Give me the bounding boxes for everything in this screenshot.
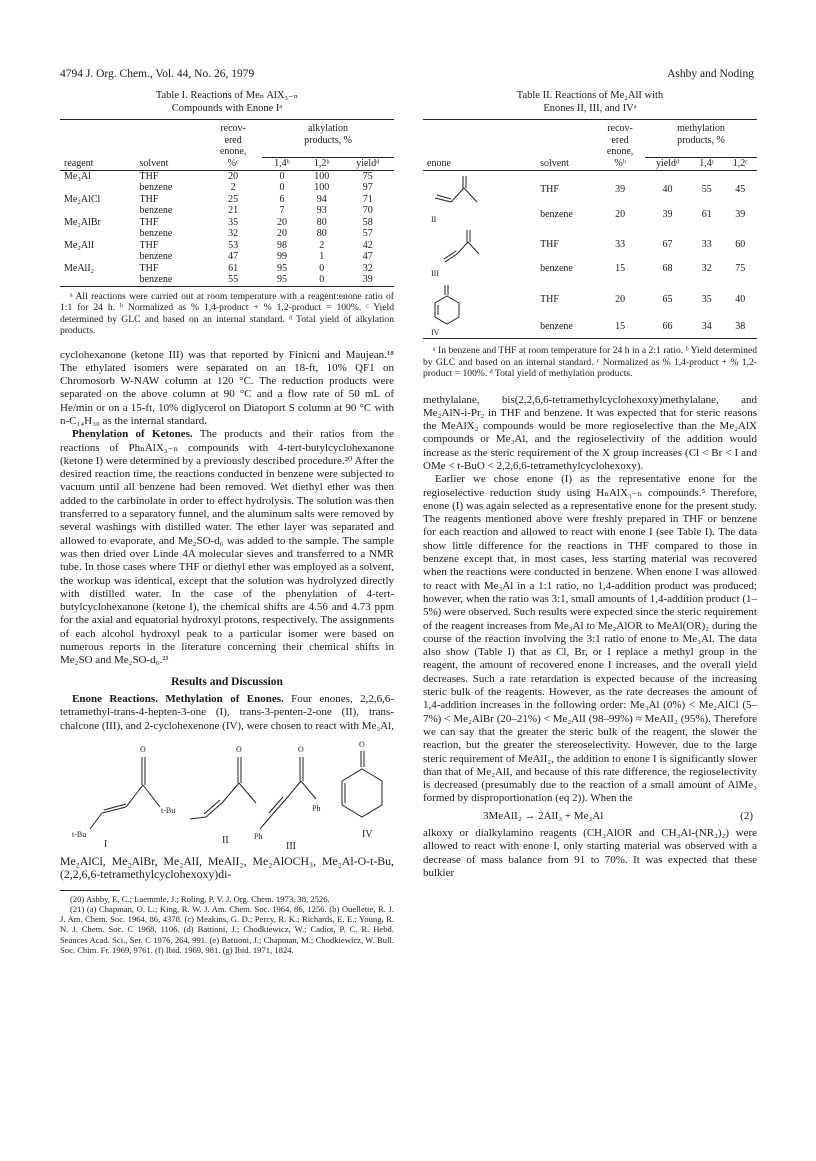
table1-cell: 99 bbox=[276, 251, 287, 262]
table2-cell: 45 bbox=[735, 184, 746, 196]
enone-structure-drawing bbox=[427, 174, 532, 214]
table1-cell: 0 bbox=[319, 274, 325, 285]
table1-cell: Me₂AlCl bbox=[64, 193, 101, 205]
left-para-1: cyclohexanone (ketone III) was that reported by Finicni and Maujean.¹⁸ The ethylated isomers were separated on an 18-ft, 10% QF1 on Chromosorb W-NAW column at 120 °C. The reduction products were separated on the above column at 90 °C and a flow rate of 50 mL of He/min or on a 15-ft, 10% diglycerol on Diatoport S column at 90 °C with n-C₁₄H₃₀ as the internal standard. bbox=[60, 348, 394, 427]
left-para-4: Me₂AlCl, Me₂AlBr, Me₂AlI, MeAlI₂, Me₂AlOCH₃, Me₂Al-O-t-Bu, (2,2,6,6-tetramethylcyclohexoxy)di- bbox=[60, 853, 394, 882]
table1-row bbox=[60, 194, 394, 206]
table1-h-reagent: reagent bbox=[64, 158, 94, 169]
table2-cell: 61 bbox=[701, 208, 712, 220]
table1-grid bbox=[60, 119, 394, 287]
table1-cell: Me₃Al bbox=[64, 170, 91, 182]
table1-cell: 6 bbox=[279, 193, 285, 205]
table2-cell: 75 bbox=[735, 262, 746, 274]
structure-II-o: O bbox=[236, 744, 242, 754]
table1-cell: Me₂AlI bbox=[64, 239, 95, 251]
table2-h-recov-3: enone, bbox=[606, 146, 634, 157]
table1-cell bbox=[60, 182, 136, 194]
table1-cell: 53 bbox=[228, 239, 239, 251]
structure-IV-o: O bbox=[359, 739, 365, 749]
table1-cell: 55 bbox=[228, 274, 239, 285]
table2-cell: THF bbox=[540, 184, 559, 196]
table1-cell: benzene bbox=[139, 274, 173, 285]
table2-cell: 67 bbox=[662, 238, 673, 250]
right-para-2: Earlier we chose enone (I) as the representative enone for the regioselective reduction study using HₙAlX₃₋ₙ compounds.⁵ Therefore, enone (I) was again selected as a representative enone for the present study. The reagents mentioned above were freshly prepared in THF or benzene for each reaction and allowed to react with enone I (see Table I). The data show little difference for the reactions in THF compared to those in benzene except that, in most cases, less starting material was recovered when the reactions were conducted in benzene. When enone I was allowed to react with Me₃Al in a 1:1 ratio, no 1,4-addition product was produced; however, when the ratio was 3:1, small amounts of 1,4-addition product (1–5%) were observed. Such results were expected since the steric requirement of the reagent increases from Me₃Al to Me₂AlOR to MeAl(OR)₂ during the course of the reaction involving the 3:1 ratio of enone to Me₃Al. The data also show (Table I) that as Cl, Br, or I replace a methyl group in the reagent, the amount of recovered enone I increases, and the overall yield decreases. Such a rate retardation is expected because of the increasing steric bulk of the reagents. However, as the rate decreases the amount of 1,4-addition increases in the following order: Me₃Al (0%) < Me₂AlCl (5–7%) < Me₂AlBr (20–21%) < Me₂AlI (98–99%) ≈ MeAlI₂ (95%). Therefore we can say that the greater the steric bulk of the reagent, the slower the reaction, but the greater the stereoselectivity. However, due to the large steric requirement of MeAlI₂, the addition to enone I is significantly slower than that of Me₂AlI, and because of this rate difference, the regioselectivity is decreased (presumably due to the reaction of a small amount of AlMe₃ formed by disproportionation (eq 2)). When the bbox=[423, 473, 757, 805]
table1-cell: 20 bbox=[276, 216, 287, 228]
table1-cell: benzene bbox=[139, 205, 173, 216]
table1-cell: benzene bbox=[139, 251, 173, 262]
table1-title-line1: Table I. Reactions of Meₙ AlX₃₋ₙ bbox=[155, 90, 299, 101]
structure-III-label: III bbox=[286, 840, 296, 852]
table1-cell bbox=[60, 228, 136, 240]
table2-h-meth-1: methylation bbox=[677, 123, 725, 134]
table1-cell: benzene bbox=[139, 228, 173, 239]
structure-I bbox=[72, 745, 175, 850]
left-para-3: Four enones, 2,2,6,6-tetramethyl-trans-4-hepten-3-one (I), trans-3-penten-2-one (II), trans-chalcone (III), and 2-cyclohexenone (IV), were chosen to react with Me₃Al, bbox=[60, 692, 394, 732]
equation-2 bbox=[423, 806, 757, 827]
table2-cell: THF bbox=[540, 294, 559, 306]
table2-cell: 20 bbox=[615, 294, 626, 306]
table1-cell: 47 bbox=[228, 251, 239, 262]
table1-h-yield: yieldᵈ bbox=[356, 158, 380, 169]
table2-cell: 33 bbox=[615, 238, 626, 250]
left-para-2: The products and their ratios from the reactions of PhₙAlX₃₋ₙ compounds with 4-tert-butylcyclohexanone (ketone I) were determined by a previously described procedure.²⁰ After the desired reaction time, the reactions conducted in benzene were subjected to vacuum until all benzene had been removed. Wet diethyl ether was then added to the carbinolate in order to effect hydrolysis. The solution was then transferred to a separatory funnel, and the aluminum salts were removed by several washings with distilled water. The ether layer was separated and allowed to evaporate, and Me₂SO-d₆ was added to the sample. The sample was then dried over Linde 4A molecular sieves and transferred to a NMR tube. In those cases where THF or diethyl ether was employed as a solvent, the workup was identical, except that the solution was hydrolyzed directly with distilled water. In the case of the phenylation of 4-tert-butylcyclohexanone (ketone I), the chemical shifts are 4.56 and 4.73 ppm for the axial and equatorial hydroxyl protons, respectively. The assignments of each alcohol hydroxyl peak to a particular isomer were based on numerous reports in the literature concerning their chemical shifts in Me₂SO and Me₂SO-d₆.²¹ bbox=[60, 428, 394, 667]
table2-h-meth-2: products, % bbox=[677, 134, 725, 146]
table1-row bbox=[60, 217, 394, 229]
table2-cell: 33 bbox=[701, 238, 712, 250]
equation-2-body: 3MeAlI₂ → 2AlI₃ + Me₃Al bbox=[483, 809, 604, 822]
table1-cell: 93 bbox=[316, 205, 327, 216]
table1-cell: 2 bbox=[230, 182, 236, 193]
table1-cell: 98 bbox=[276, 239, 287, 251]
structure-IV-label: IV bbox=[362, 828, 373, 840]
structure-I-tbu-1: t-Bu bbox=[161, 805, 176, 815]
table1-title-line2: Compounds with Enone Iᵃ bbox=[171, 102, 283, 114]
table2-cell: 40 bbox=[662, 184, 673, 196]
table1-cell: 21 bbox=[228, 205, 239, 216]
table1-h-recov-2: ered bbox=[224, 134, 242, 146]
table2-h-12: 1,2ᶜ bbox=[732, 158, 748, 169]
table1-row bbox=[60, 274, 394, 286]
table1-cell: THF bbox=[139, 262, 159, 274]
enone-structure-drawing bbox=[427, 283, 532, 327]
table2-cell: benzene bbox=[540, 208, 573, 220]
structure-I-label: I bbox=[104, 838, 108, 850]
structure-IV bbox=[342, 740, 382, 840]
table2-cell: 66 bbox=[662, 320, 673, 332]
right-para-1: methylalane, bis(2,2,6,6-tetramethylcyclohexoxy)methylalane, and Me₂AlN-i-Pr₂ in THF and benzene. It was expected that for steric reasons the MeAlX₂ compounds would be more regioselective than the Me₂AlX compounds or Me₃Al, and the regioselectivity of the addition would increase as the steric requirement of the X group increases (Cl < Br < I and OMe < t-BuO < 2,2,6,6-tetramethylcyclohexoxy). bbox=[423, 393, 757, 472]
enone-structures bbox=[60, 737, 394, 853]
table1-cell: 100 bbox=[314, 170, 330, 182]
table1-cell: 75 bbox=[362, 170, 373, 182]
table1-h-alk-1: alkylation bbox=[308, 123, 349, 134]
table2-cell: 15 bbox=[615, 320, 626, 332]
footnote-20: (20) Ashby, E. C.; Laemmle, J.; Roling, P. V. J. Org. Chem. 1973, 38, 2526. bbox=[70, 893, 330, 904]
table1-cell: 2 bbox=[319, 239, 325, 251]
table2-row bbox=[423, 225, 757, 258]
table1-h-solvent: solvent bbox=[139, 158, 169, 169]
table2-title bbox=[423, 90, 757, 115]
table1-h-alk-2: products, % bbox=[304, 134, 352, 146]
table2-cell: 68 bbox=[662, 262, 673, 274]
table2-enone-label: III bbox=[431, 269, 439, 278]
table1-cell: 47 bbox=[362, 251, 373, 262]
table2-cell: 20 bbox=[615, 208, 626, 220]
table1-cell bbox=[60, 205, 136, 217]
table1-cell: 35 bbox=[228, 216, 239, 228]
table2-cell: 39 bbox=[615, 184, 626, 196]
structure-III bbox=[254, 745, 320, 852]
table1-cell: 25 bbox=[228, 193, 239, 205]
right-column bbox=[423, 90, 757, 880]
table2 bbox=[423, 90, 757, 380]
table1-cell: THF bbox=[139, 239, 159, 251]
table1-cell: 97 bbox=[362, 182, 373, 193]
table1-cell: 80 bbox=[316, 228, 327, 239]
structure-II bbox=[190, 745, 256, 846]
running-header-left: 4794 J. Org. Chem., Vol. 44, No. 26, 1979 bbox=[60, 68, 255, 80]
table1-cell: 94 bbox=[316, 193, 327, 205]
table1-cell: 32 bbox=[362, 262, 373, 274]
table1-row bbox=[60, 182, 394, 194]
table2-cell: 60 bbox=[735, 238, 746, 250]
table2-cell: benzene bbox=[540, 320, 573, 332]
table1-title bbox=[60, 90, 394, 115]
table2-h-yield: yieldᵈ bbox=[655, 158, 680, 169]
table1-cell: 57 bbox=[362, 228, 373, 239]
table2-cell: THF bbox=[540, 238, 559, 250]
structure-I-o: O bbox=[140, 744, 146, 754]
table1-row bbox=[60, 205, 394, 217]
table1-cell: 20 bbox=[228, 170, 239, 182]
table2-h-enone: enone bbox=[427, 158, 451, 169]
structure-III-ph-2: Ph bbox=[254, 831, 263, 841]
table2-h-solvent: solvent bbox=[540, 158, 569, 169]
table2-notes: ᵃ In benzene and THF at room temperature for 24 h in a 2:1 ratio. ᵇ Yield determined by GLC and based on an internal standard. ᶜ Normalized as % 1,4-product + % 1,2-product = 100%. ᵈ Total yield of methylation products. bbox=[423, 345, 757, 379]
table1-cell bbox=[60, 274, 136, 286]
table1-row bbox=[60, 170, 394, 182]
table2-cell: 39 bbox=[662, 208, 673, 220]
table1-notes: ᵃ All reactions were carried out at room temperature with a reagent:enone ratio of 1:1 for 24 h. ᵇ Normalized as % 1,4-product + % 1,2-product = 100%. ᶜ Yield determined by GLC and based on an internal standard. ᵈ Total yield of alkylation products. bbox=[60, 290, 394, 336]
table1-cell: THF bbox=[139, 216, 159, 228]
table2-h-recov-2: ered bbox=[611, 134, 629, 146]
table2-enone-structure bbox=[423, 225, 536, 280]
table2-h-recov-4: %ᵇ bbox=[614, 157, 626, 169]
structure-I-tbu-2: t-Bu bbox=[72, 829, 87, 839]
table1-h-14: 1,4ᵇ bbox=[274, 158, 290, 169]
table1-cell: 0 bbox=[279, 182, 285, 193]
table2-enone-label: II bbox=[431, 214, 437, 224]
equation-2-number: (2) bbox=[740, 809, 753, 822]
table2-title-line1: Table II. Reactions of Me₂AlI with bbox=[516, 90, 664, 101]
table1-cell: MeAlI₂ bbox=[64, 262, 95, 274]
table2-title-line2: Enones II, III, and IVᵃ bbox=[543, 102, 637, 114]
table2-enone-structure bbox=[423, 280, 536, 339]
table1-cell: 58 bbox=[362, 216, 373, 228]
table1-cell: 100 bbox=[314, 182, 330, 193]
table1-cell: 61 bbox=[228, 262, 239, 274]
table1-cell: THF bbox=[139, 170, 159, 182]
table2-enone-label: IV bbox=[431, 327, 440, 337]
table1-cell: 70 bbox=[362, 205, 373, 216]
structure-III-ph-1: Ph bbox=[312, 803, 321, 813]
table1-row bbox=[60, 251, 394, 263]
table1-cell: 7 bbox=[279, 205, 285, 216]
table2-cell: benzene bbox=[540, 262, 573, 274]
table2-cell: 39 bbox=[735, 208, 746, 220]
table2-h-recov-1: recov- bbox=[607, 123, 633, 134]
table2-grid bbox=[423, 119, 757, 339]
table1-h-recov-4: %ᶜ bbox=[227, 157, 239, 169]
table1-cell: 80 bbox=[316, 216, 327, 228]
table1-cell: 32 bbox=[228, 228, 239, 239]
table1-cell: 1 bbox=[319, 251, 325, 262]
table1-h-recov-1: recov- bbox=[220, 123, 246, 134]
table1-cell: 71 bbox=[362, 193, 373, 205]
table2-cell: 35 bbox=[701, 294, 712, 306]
table1-cell: THF bbox=[139, 193, 159, 205]
table1-h-12: 1,2ᵇ bbox=[313, 158, 330, 169]
left-column bbox=[60, 90, 394, 955]
right-para-3: alkoxy or dialkylamino reagents (CH₃AlOR and CH₃Al-(NR₂)₂) were allowed to react with enone I, only starting material was observed with a decrease of mass balance from 91 to 70%. It was expected that these bulkier bbox=[423, 827, 757, 879]
table2-row bbox=[423, 280, 757, 315]
table2-cell: 38 bbox=[735, 320, 746, 332]
table2-cell: 32 bbox=[701, 262, 712, 274]
structure-III-o: O bbox=[298, 744, 304, 754]
table1-cell: Me₂AlBr bbox=[64, 216, 101, 228]
table1 bbox=[60, 90, 394, 337]
left-para-3-head: Enone Reactions. Methylation of Enones. bbox=[72, 692, 284, 705]
table2-cell: 65 bbox=[662, 294, 673, 306]
table1-cell: 0 bbox=[319, 262, 325, 274]
left-para-2-head: Phenylation of Ketones. bbox=[72, 428, 193, 441]
section-heading: Results and Discussion bbox=[171, 675, 283, 688]
table1-cell: benzene bbox=[139, 182, 173, 193]
table1-cell: 20 bbox=[276, 228, 287, 239]
table2-h-14: 1,4ᶜ bbox=[699, 158, 715, 169]
table1-row bbox=[60, 240, 394, 252]
table2-row bbox=[423, 170, 757, 204]
table2-cell: 15 bbox=[615, 262, 626, 274]
table1-row bbox=[60, 228, 394, 240]
table1-h-recov-3: enone, bbox=[219, 146, 247, 157]
table1-cell: 39 bbox=[362, 274, 373, 285]
table2-enone-structure bbox=[423, 170, 536, 225]
table1-cell: 0 bbox=[279, 170, 285, 182]
table1-cell: 42 bbox=[362, 239, 373, 251]
table1-cell: 95 bbox=[276, 274, 287, 285]
table2-cell: 40 bbox=[735, 294, 746, 306]
table2-cell: 55 bbox=[701, 184, 712, 196]
table1-cell bbox=[60, 251, 136, 263]
table2-cell: 34 bbox=[701, 320, 712, 332]
running-header-right: Ashby and Noding bbox=[667, 68, 754, 80]
enone-structure-drawing bbox=[427, 228, 532, 268]
table1-row bbox=[60, 263, 394, 275]
table1-cell: 95 bbox=[276, 262, 287, 274]
structure-II-label: II bbox=[222, 834, 229, 846]
footnote-21: (21) (a) Chapman, O. L.; King, R. W. J. Am. Chem. Soc. 1964, 86, 1256. (b) Ouellette, R. J. J. Am. Chem. Soc. 1964, 86, 4378. (c) Meakins, G. D.; Percy, R. K.; Richards, E. E.; Young, R. N. J. Chem. Soc. C 1968, 1106. (d) Battioni, J.; Chodkiewicz, W.; Cadiot, P. C. R. Hebd. Seances Acad. Sci., Ser. C 1976, 264, 991. (e) Battioni, J.; Chapman, M.; Chodkiewicz, W. Bull. Soc. Chim. Fr. 1969, 9761. (f) Ibid. 1969, 981. (g) Ibid. 1971, 1824. bbox=[60, 904, 394, 955]
